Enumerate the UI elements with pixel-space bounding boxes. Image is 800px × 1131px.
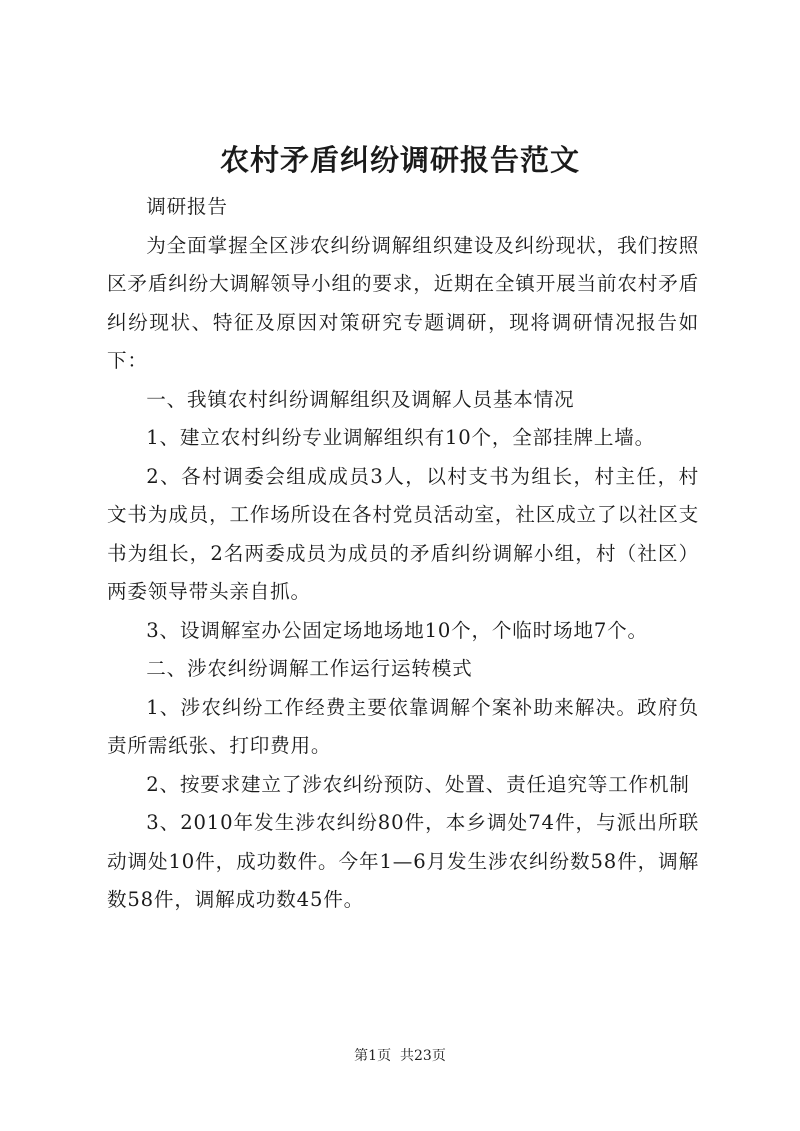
page-label-suffix: 页: [431, 1048, 446, 1064]
page-label-prefix: 第: [354, 1048, 369, 1064]
paragraph: 3、2010年发生涉农纠纷80件，本乡调处74件，与派出所联动调处10件，成功数件。今年1—6月发生涉农纠纷数58件，调解数58件，调解成功数45件。: [107, 811, 699, 911]
page-number: 1: [368, 1048, 378, 1064]
page-total: 23: [414, 1048, 432, 1064]
document-body: [107, 188, 699, 920]
document-title: 农村矛盾纠纷调研报告范文: [219, 143, 580, 177]
paragraph: 为全面掌握全区涉农纠纷调解组织建设及纠纷现状，我们按照区矛盾纠纷大调解领导小组的要求，近期在全镇开展当前农村矛盾纠纷现状、特征及原因对策研究专题调研，现将调研情况报告如下：: [107, 233, 699, 372]
paragraph: 1、涉农纠纷工作经费主要依靠调解个案补助来解决。政府负责所需纸张、打印费用。: [107, 695, 699, 757]
paragraph: 1、建立农村纠纷专业调解组织有10个，全部挂牌上墙。: [146, 426, 656, 449]
paragraph: 调研报告: [146, 195, 228, 218]
page-label-mid: 页 共: [377, 1048, 414, 1064]
page-footer: [0, 1046, 800, 1066]
paragraph: 2、按要求建立了涉农纠纷预防、处置、责任追究等工作机制: [146, 772, 690, 796]
paragraph: 二、涉农纠纷调解工作运行运转模式: [146, 657, 473, 680]
paragraph: 3、设调解室办公固定场地场地10个，个临时场地7个。: [146, 618, 648, 642]
paragraph: 2、各村调委会组成成员3人，以村支书为组长，村主任，村文书为成员，工作场所设在各村党员活动室，社区成立了以社区支书为组长，2名两委成员为成员的矛盾纠纷调解小组，村（社区）两委领导带头亲自抓。: [107, 464, 699, 603]
paragraph: 一、我镇农村纠纷调解组织及调解人员基本情况: [146, 387, 575, 411]
